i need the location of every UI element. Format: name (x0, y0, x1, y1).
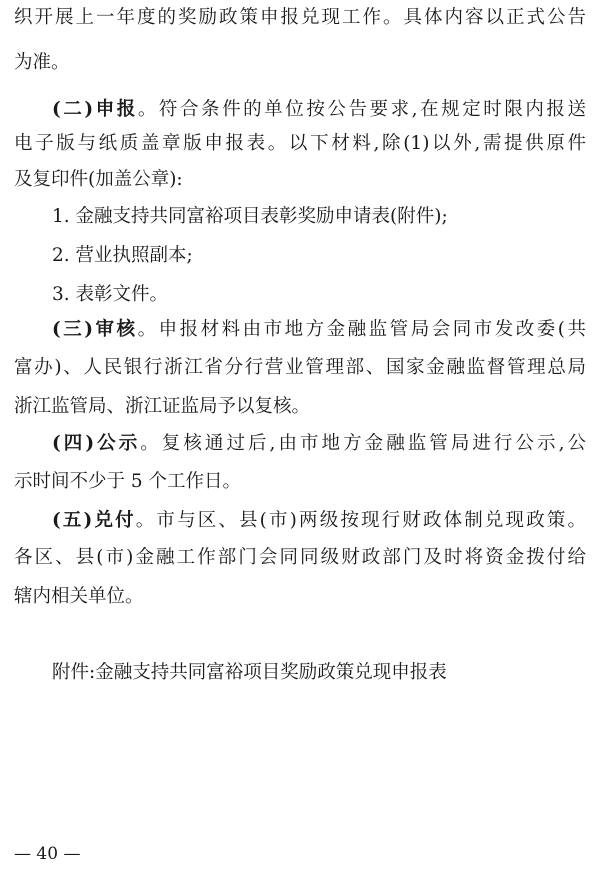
section-heading-payment: (五)兑付 (52, 510, 136, 531)
section-text: 。复核通过后,由市地方金融监管局进行公示,公 (140, 433, 586, 454)
section-line: 电子版与纸质盖章版申报表。以下材料,除(1)以外,需提供原件 (14, 133, 586, 154)
section-heading-apply: (二)申报 (52, 99, 138, 120)
section-line: 浙江监管局、浙江证监局予以复核。 (14, 396, 311, 417)
intro-line: 织开展上一年度的奖励政策申报兑现工作。具体内容以正式公告 (14, 7, 586, 28)
section-text: 。申报材料由市地方金融监管局会同市发改委(共 (137, 319, 586, 340)
section-first-line (52, 98, 586, 122)
section-line: 辖内相关单位。 (14, 586, 144, 607)
section-line: 富办)、人民银行浙江省分行营业管理部、国家金融监督管理总局 (14, 357, 586, 378)
section-heading-review: (三)审核 (52, 319, 138, 340)
list-item: 3. 表彰文件。 (52, 284, 169, 305)
section-first-line (52, 432, 586, 456)
list-item: 1. 金融支持共同富裕项目表彰奖励申请表(附件); (52, 206, 448, 227)
list-item: 2. 营业执照副本; (52, 245, 193, 266)
attachment-line: 附件:金融支持共同富裕项目奖励政策兑现申报表 (52, 662, 447, 683)
section-text: 。市与区、县(市)两级按现行财政体制兑现政策。 (135, 510, 586, 531)
section-first-line (52, 318, 586, 342)
section-heading-publicity: (四)公示 (52, 433, 141, 454)
section-text: 。符合条件的单位按公告要求,在规定时限内报送 (137, 99, 586, 120)
section-line: 示时间不少于 5 个工作日。 (14, 471, 242, 492)
section-line: 及复印件(加盖公章): (14, 169, 183, 190)
section-first-line (52, 509, 586, 533)
section-line: 各区、县(市)金融工作部门会同同级财政部门及时将资金拨付给 (14, 547, 586, 568)
intro-line: 为准。 (14, 52, 70, 73)
page-number: — 40 — (14, 844, 81, 864)
